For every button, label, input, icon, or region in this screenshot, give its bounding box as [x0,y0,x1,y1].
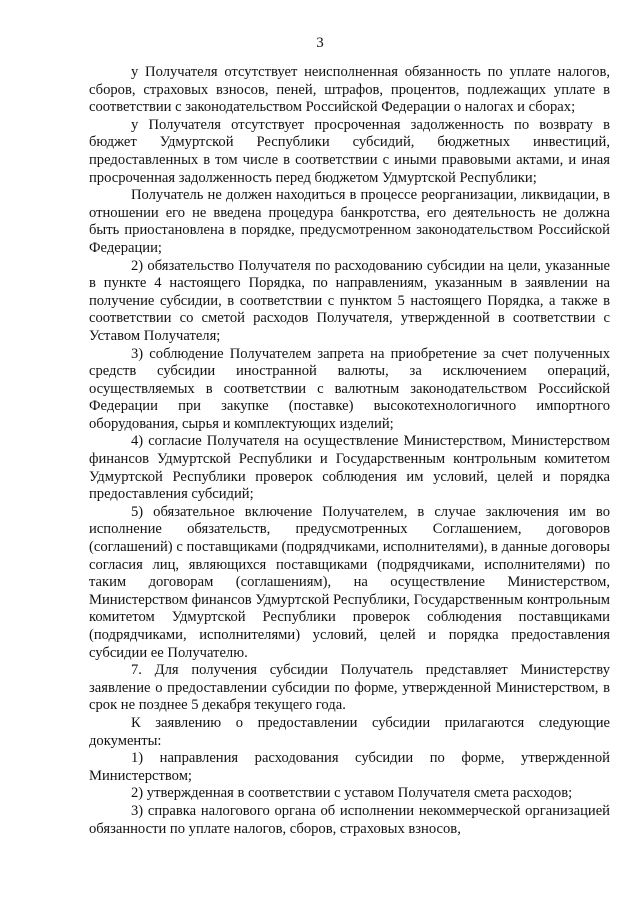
paragraph: 7. Для получения субсидии Получатель представляет Министерству заявление о предоставлении субсидии по форме, утвержденной Министерством, в срок не позднее 5 декабря текущего года. [89,662,610,714]
paragraph: у Получателя отсутствует просроченная задолженность по возврату в бюджет Удмуртской Республики субсидий, бюджетных инвестиций, предоставленных в том числе в соответствии с иными правовыми актами, и иная просроченная задолженность перед бюджетом Удмуртской Республики; [89,116,610,186]
paragraph: К заявлению о предоставлении субсидии прилагаются следующие документы: [89,714,610,749]
paragraph: у Получателя отсутствует неисполненная обязанность по уплате налогов, сборов, страховых взносов, пеней, штрафов, процентов, подлежащих уплате в соответствии с законодательством Российской Федерации о налогах и сборах; [89,64,610,116]
document-body [89,64,610,838]
page-number: 3 [316,35,324,51]
paragraph: 4) согласие Получателя на осуществление Министерством, Министерством финансов Удмуртской Республики и Государственным контрольным комитетом Удмуртской Республики проверок соблюдения им условий, целей и порядка предоставления субсидий; [89,433,610,503]
paragraph: 3) справка налогового органа об исполнении некоммерческой организацией обязанности по уплате налогов, сборов, страховых взносов, [89,802,610,837]
paragraph: 2) утвержденная в соответствии с уставом Получателя смета расходов; [131,785,573,802]
paragraph: 5) обязательное включение Получателем, в случае заключения им во исполнение обязательств, предусмотренных Соглашением, договоров (соглашений) с поставщиками (подрядчиками, исполнителями), в данные договоры согласия лиц, являющихся поставщиками (подрядчиками, исполнителями) по таким договорам (соглашениям), на осуществление Министерством, Министерством финансов Удмуртской Республики, Государственным контрольным комитетом Удмуртской Республики проверок соблюдения поставщиками (подрядчиками, исполнителями) условий, целей и порядка предоставления субсидии ее Получателю. [89,503,610,661]
paragraph: 3) соблюдение Получателем запрета на приобретение за счет полученных средств субсидии иностранной валюты, за исключением операций, осуществляемых в соответствии с валютным законодательством Российской Федерации при закупке (поставке) высокотехнологичного импортного оборудования, сырья и комплектующих изделий; [89,345,610,432]
paragraph: 2) обязательство Получателя по расходованию субсидии на цели, указанные в пункте 4 настоящего Порядка, по направлениям, указанным в заявлении на получение субсидии, в соответствии с пунктом 5 настоящего Порядка, а также в соответствии со сметой расходов Получателя, утвержденной в соответствии с Уставом Получателя; [89,257,610,344]
paragraph: Получатель не должен находиться в процессе реорганизации, ликвидации, в отношении его не введена процедура банкротства, его деятельность не должна быть приостановлена в порядке, предусмотренном законодательством Российской Федерации; [89,187,610,256]
paragraph: 1) направления расходования субсидии по форме, утвержденной Министерством; [89,750,610,784]
